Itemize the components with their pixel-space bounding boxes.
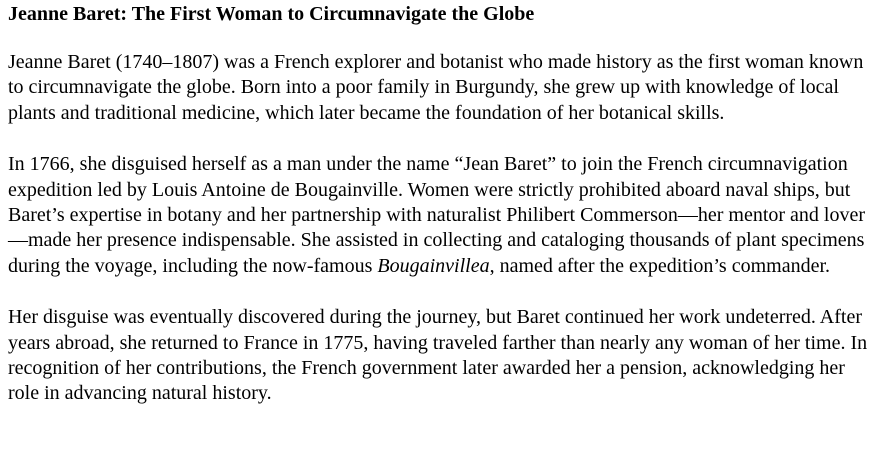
paragraph-early-life: Jeanne Baret (1740–1807) was a French explorer and botanist who made history as the first woman known to circumnavigate the globe. Born into a poor family in Burgundy, she grew up with knowledge of local plants and traditional medicine, which later became the foundation of her botanical skills. — [8, 51, 864, 124]
plant-name-italic: Bougainvillea — [377, 254, 490, 277]
paragraph-expedition — [8, 152, 874, 279]
paragraph-expedition-text: In 1766, she disguised herself as a man under the name “Jean Baret” to join the French circumnavigation expedition led by Louis Antoine de Bougainville. Women were strictly prohibited aboard naval ships, but Baret’s expertise in botany and her partnership with naturalist Philibert Commerson—her mentor and lover—made her presence indispensable. She assisted in collecting and cataloging thousands of plant specimens during the voyage, including the now-famous — [8, 153, 866, 277]
document-title: Jeanne Baret: The First Woman to Circumnavigate the Globe — [8, 3, 535, 25]
paragraph-legacy: Her disguise was eventually discovered during the journey, but Baret continued her work undeterred. After years abroad, she returned to France in 1775, having traveled farther than nearly any woman of her time. In recognition of her contributions, the French government later awarded her a pension, acknowledging her role in advancing natural history. — [8, 306, 868, 405]
document-body — [8, 0, 874, 407]
paragraph-expedition-ending: , named after the expedition’s commander. — [489, 254, 831, 277]
